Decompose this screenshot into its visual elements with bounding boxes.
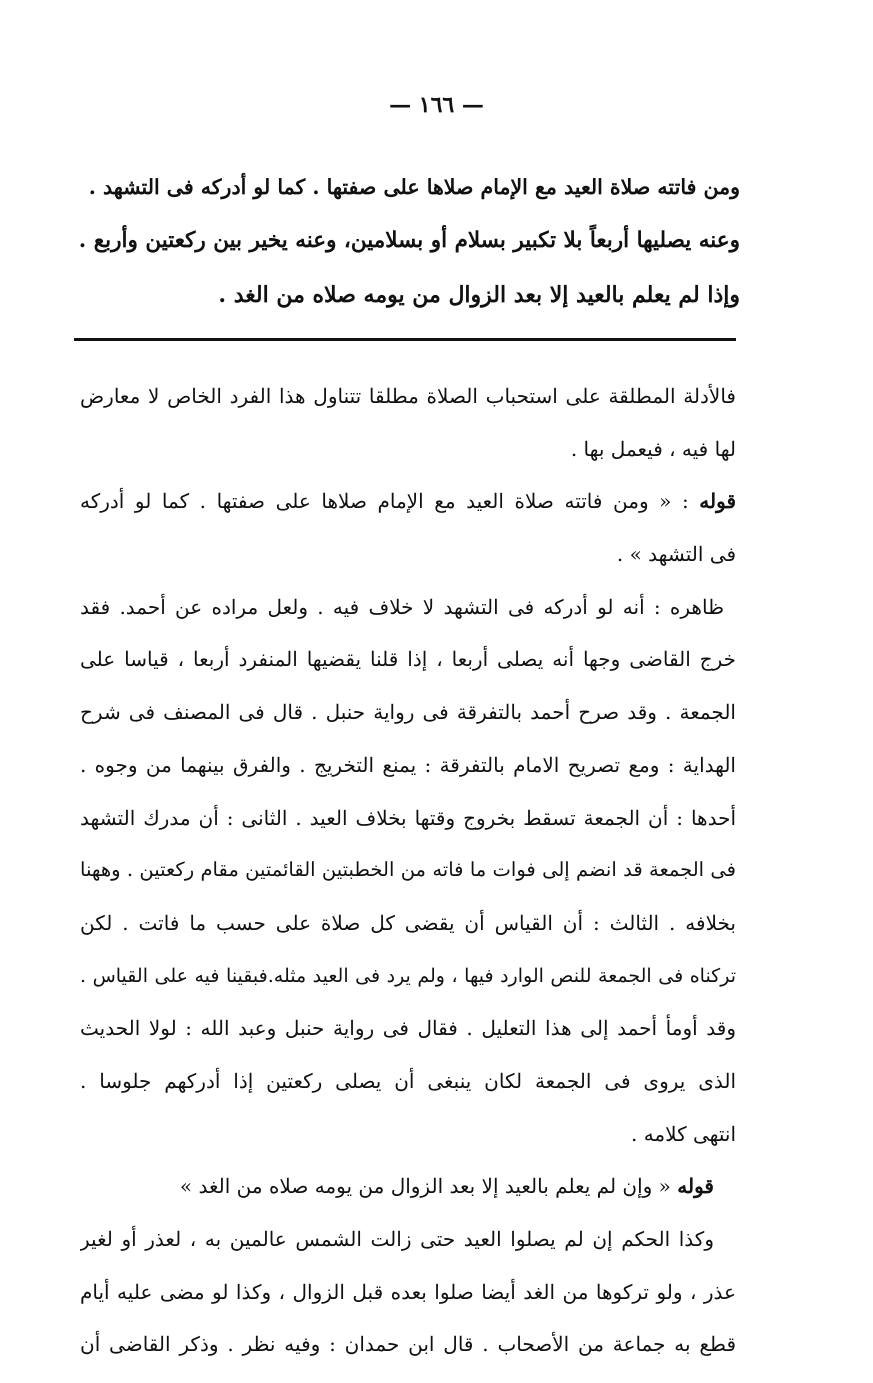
commentary-line	[80, 370, 736, 423]
commentary-line	[80, 739, 736, 792]
commentary-line	[80, 950, 736, 1003]
commentary-text: « وإن لم يعلم بالعيد إلا بعد الزوال من يومه صلاه من الغد »	[179, 1174, 671, 1199]
commentary-line	[80, 897, 736, 950]
commentary-text: فى الجمعة قد انضم إلى فوات ما فاته من الخطبتين القائمتين مقام ركعتين . وههنا	[80, 858, 736, 882]
commentary-text: خرج القاضى وجها أنه يصلى أربعا ، إذا قلنا يقضيها المنفرد أربعا ، قياسا على	[80, 647, 736, 672]
section-separator-rule	[74, 338, 736, 341]
commentary-line	[80, 1055, 736, 1108]
commentary-keyword: قوله	[699, 489, 736, 514]
main-text-line: ومن فاتته صلاة العيد مع الإمام صلاها على صفتها . كما لو أدركه فى التشهد .	[88, 175, 740, 199]
commentary-text: لها فيه ، فيعمل بها .	[570, 436, 736, 461]
commentary-line	[80, 844, 736, 897]
main-text-line: وإذا لم يعلم بالعيد إلا بعد الزوال من يومه صلاه من الغد .	[218, 282, 740, 308]
commentary-line	[80, 1266, 736, 1319]
commentary-text: : « ومن فاتته صلاة العيد مع الإمام صلاها على صفتها . كما لو أدركه	[80, 489, 689, 514]
commentary-line	[80, 1160, 736, 1213]
commentary-line	[80, 423, 736, 476]
commentary-text: أحدها : أن الجمعة تسقط بخروج وقتها بخلاف العيد . الثانى : أن مدرك التشهد	[80, 805, 736, 830]
commentary-line	[80, 528, 736, 581]
commentary-keyword: قوله	[677, 1174, 714, 1199]
commentary-line	[80, 686, 736, 739]
commentary-text: الجمعة . وقد صرح أحمد بالتفرقة فى رواية حنبل . قال فى المصنف فى شرح	[80, 700, 736, 725]
commentary-line	[80, 1318, 736, 1371]
commentary-line	[80, 1213, 736, 1266]
commentary-text: قطع به جماعة من الأصحاب . قال ابن حمدان : وفيه نظر . وذكر القاضى أن	[80, 1332, 736, 1357]
commentary-text: فالأدلة المطلقة على استحباب الصلاة مطلقا تتناول هذا الفرد الخاص لا معارض	[80, 384, 736, 408]
commentary-line	[80, 1002, 736, 1055]
commentary-text: وكذا الحكم إن لم يصلوا العيد حتى زالت الشمس عالمين به ، لعذر أو لغير	[80, 1227, 714, 1251]
commentary-line	[80, 1108, 736, 1161]
commentary-text: انتهى كلامه .	[630, 1121, 736, 1146]
commentary-text: فى التشهد » .	[616, 542, 736, 567]
commentary-line	[80, 633, 736, 686]
main-text-block	[80, 160, 740, 322]
commentary-line	[80, 792, 736, 845]
commentary-text: الذى يروى فى الجمعة لكان ينبغى أن يصلى ركعتين إذا أدركهم جلوسا .	[80, 1068, 736, 1093]
commentary-block	[80, 370, 736, 1371]
commentary-text: وقد أومأ أحمد إلى هذا التعليل . فقال فى رواية حنبل وعبد الله : لولا الحديث	[80, 1016, 736, 1041]
main-text-line: وعنه يصليها أربعاً بلا تكبير بسلام أو بسلامين، وعنه يخير بين ركعتين وأربع .	[78, 228, 740, 253]
commentary-text: تركناه فى الجمعة للنص الوارد فيها ، ولم يرد فى العيد مثله.فبقينا فيه على القياس .	[80, 964, 736, 987]
commentary-line	[80, 475, 736, 528]
commentary-text: ظاهره : أنه لو أدركه فى التشهد لا خلاف فيه . ولعل مراده عن أحمد. فقد	[80, 594, 724, 619]
commentary-text: عذر ، ولو تركوها من الغد أيضا صلوا بعده قبل الزوال ، وكذا لو مضى عليه أيام	[80, 1279, 736, 1304]
commentary-line	[80, 581, 736, 634]
commentary-text: الهداية : ومع تصريح الامام بالتفرقة : يمنع التخريج . والفرق بينهما من وجوه .	[80, 752, 736, 777]
commentary-text: بخلافه . الثالث : أن القياس أن يقضى كل صلاة على حسب ما فاتت . لكن	[80, 910, 736, 935]
page-number: — ١٦٦ —	[389, 92, 484, 118]
